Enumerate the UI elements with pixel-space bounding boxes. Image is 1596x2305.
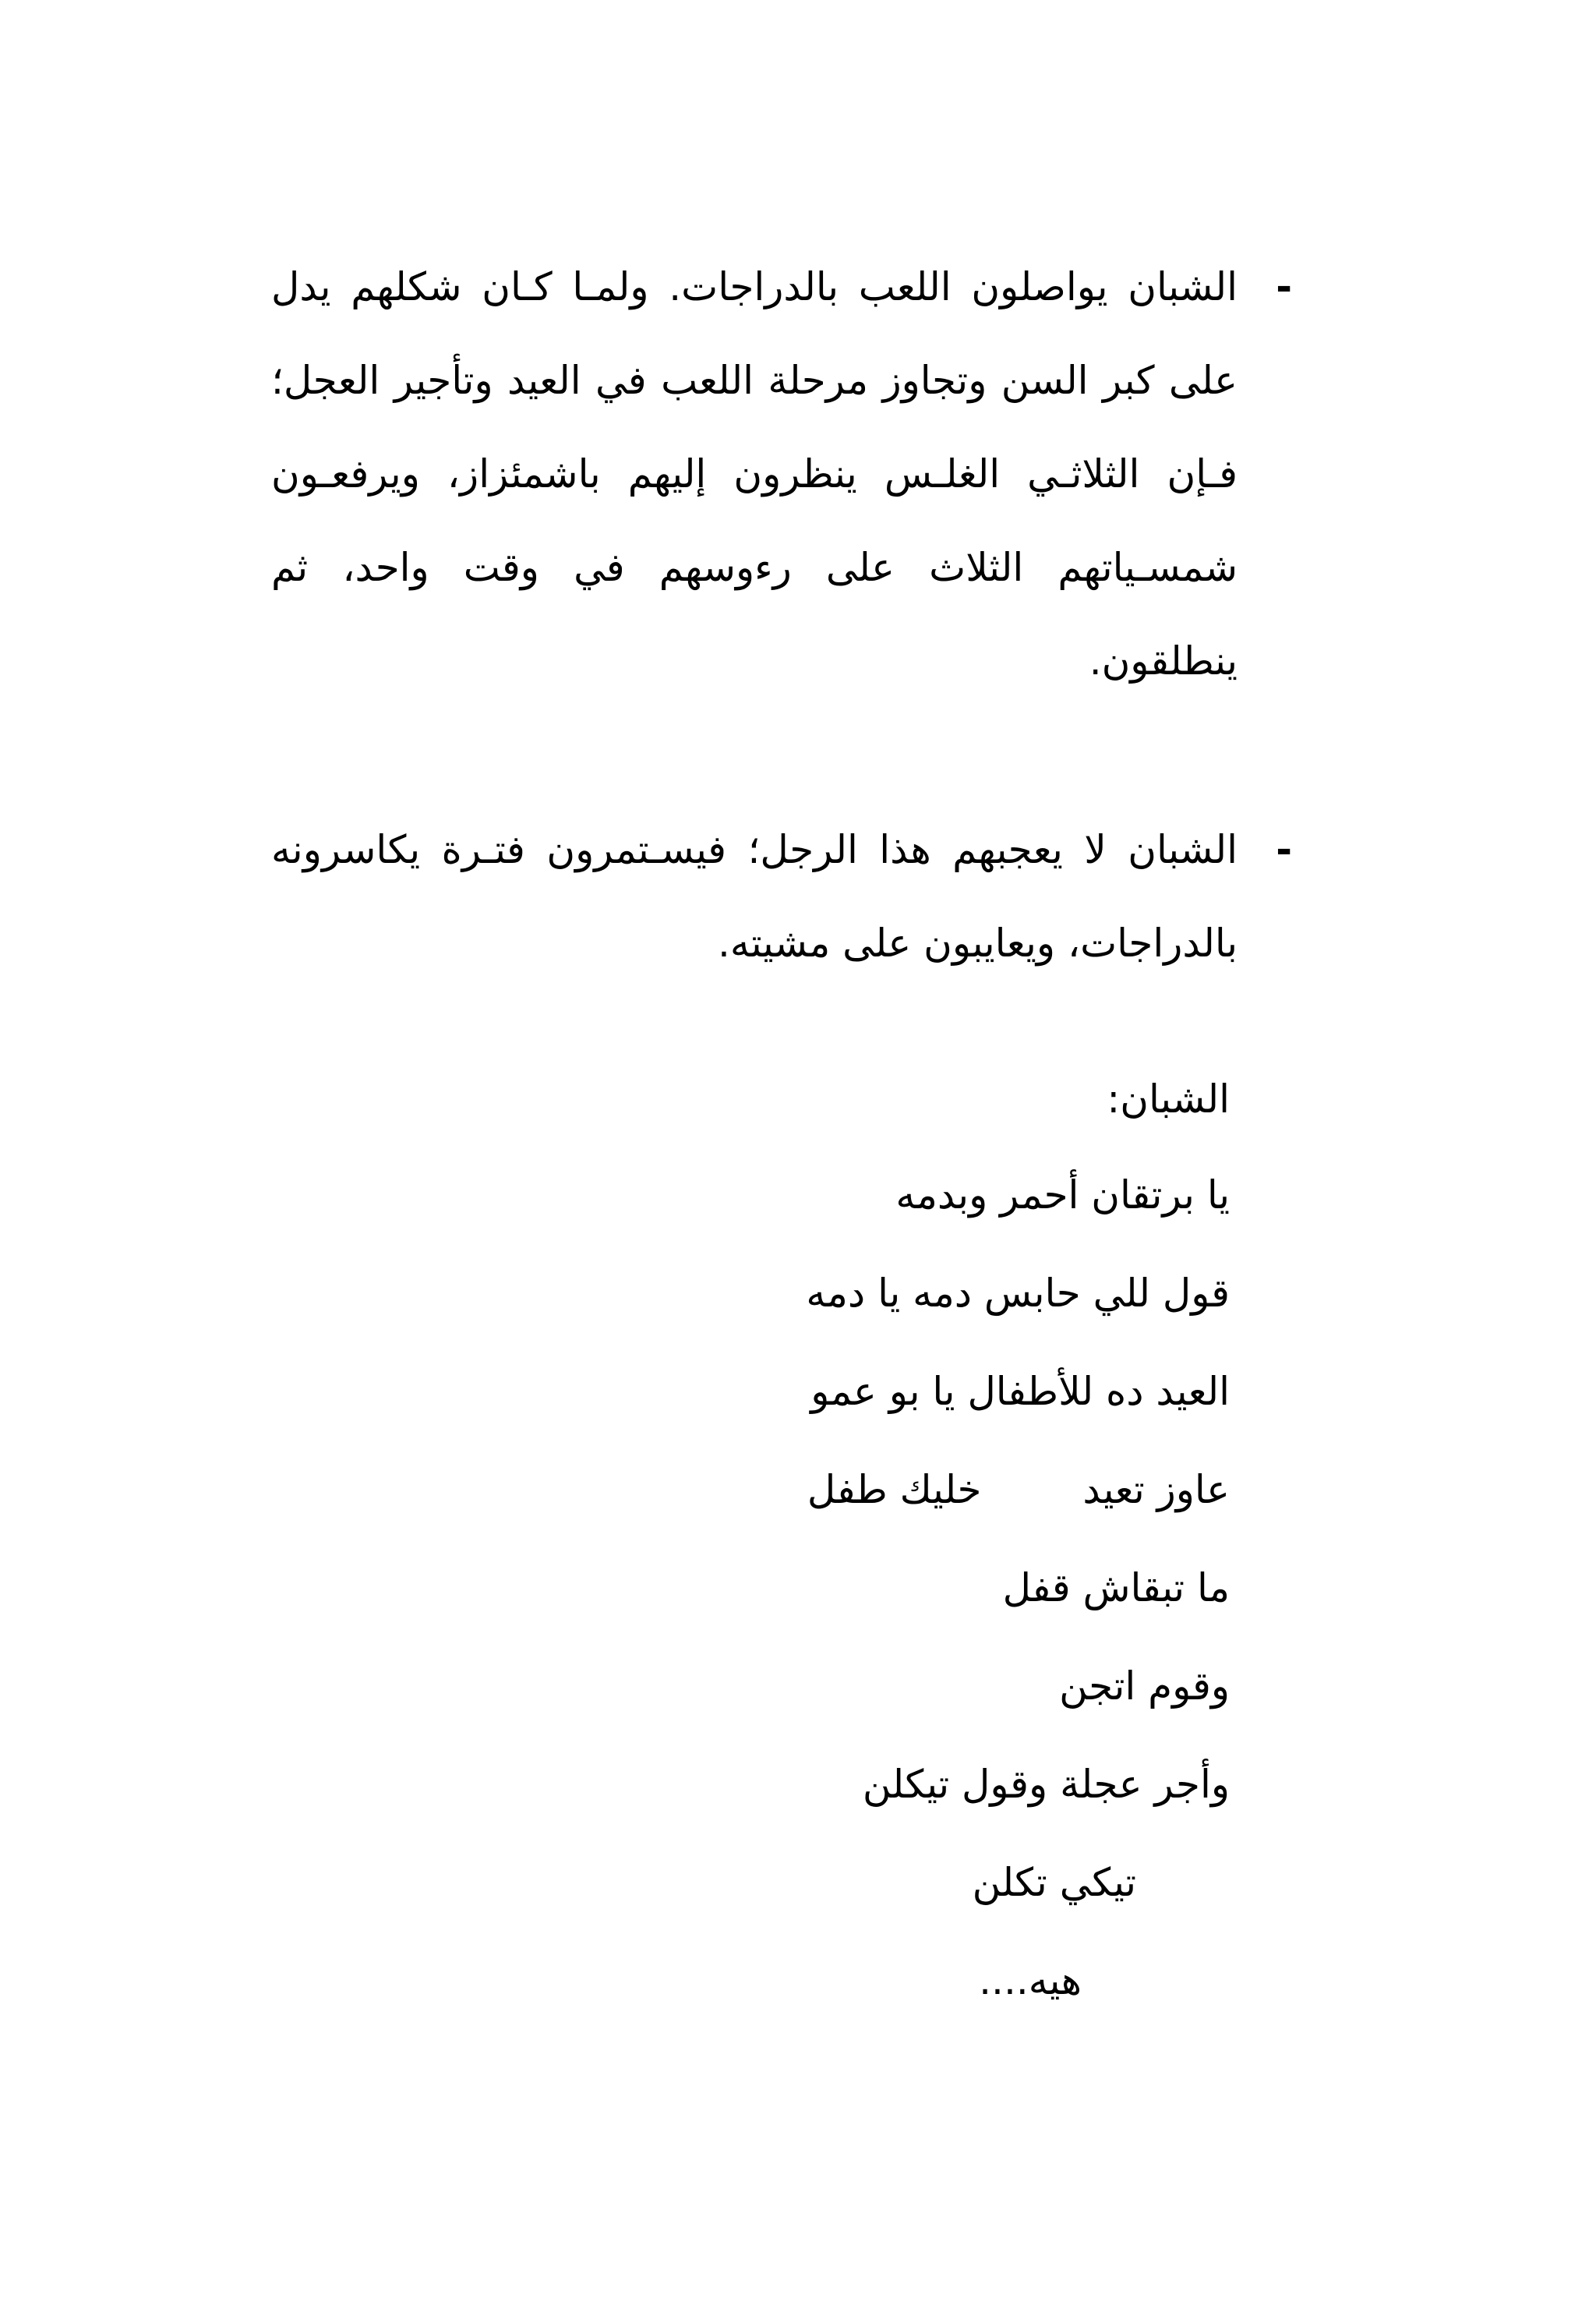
speaker-label: الشبان:	[1107, 1076, 1230, 1122]
song-line-part: خليك طفل	[807, 1467, 982, 1512]
song-line: يا برتقان أحمر وبدمه	[895, 1172, 1230, 1218]
stage-direction-2	[271, 803, 1292, 990]
song-line: وأجر عجلة وقول تيكلن	[862, 1762, 1230, 1807]
stage-direction-1	[271, 240, 1292, 708]
song-line: هيه....	[979, 1958, 1082, 2003]
song-line: قول للي حابس دمه يا دمه	[806, 1271, 1230, 1316]
song-line-part: عاوز تعيد	[1082, 1467, 1230, 1512]
song-block	[528, 1052, 1230, 2030]
song-line: ما تبقاش قفل	[1002, 1565, 1230, 1610]
paragraph-text: الشبان يواصلون اللعب بالدراجات. ولمـا كـان شكلهم يدل على كبر السن وتجاوز مرحلة اللعب في العيد وتأجير العجل؛ فـإن الثلاثـي الغلـس ينظرون إليهم باشمئزاز، ويرفعـون شمسـياتهم الثلاث على رءوسهم في وقت واحد، ثم ينطلقون.	[271, 264, 1238, 684]
song-line: تيكي تكلن	[972, 1860, 1136, 1905]
bullet-dash: -	[1276, 264, 1292, 309]
song-line: العيد ده للأطفال يا بو عمو	[810, 1369, 1230, 1414]
bullet-dash: -	[1276, 827, 1292, 872]
paragraph-text: الشبان لا يعجبهم هذا الرجل؛ فيسـتمرون فتـرة يكاسرونه بالدراجات، ويعايبون على مشيته.	[271, 827, 1238, 966]
song-line-split	[528, 1441, 1230, 1539]
song-line: وقوم اتجن	[1059, 1663, 1230, 1709]
